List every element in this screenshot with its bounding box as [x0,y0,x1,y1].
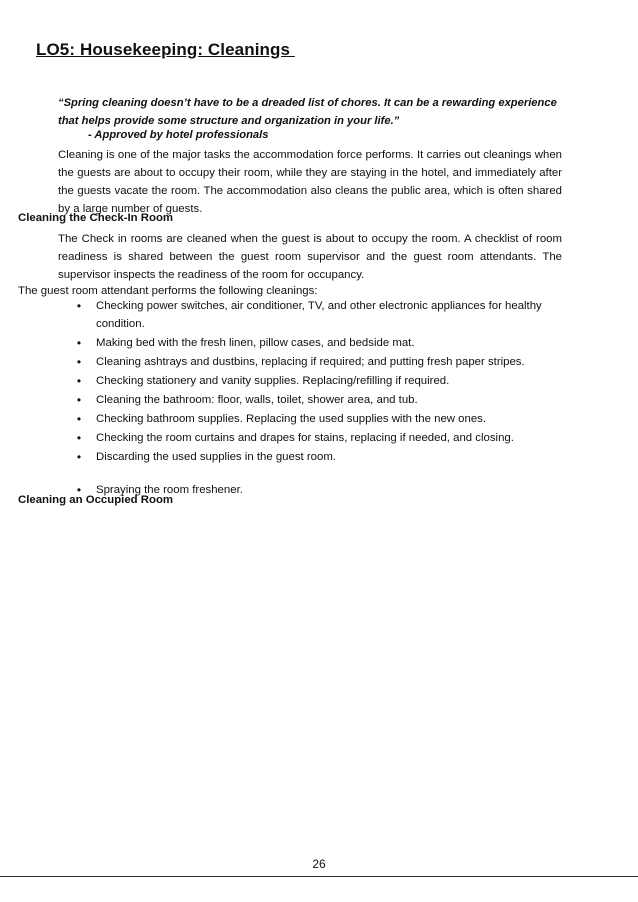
list-item-text: Checking stationery and vanity supplies. Replacing/refilling if required. [96,374,450,387]
list-item [74,373,564,391]
cleaning-task-list [74,298,564,501]
list-item-text: Checking bathroom supplies. Replacing the used supplies with the new ones. [96,412,487,425]
list-item-text: Checking the room curtains and drapes for stains, replacing if needed, and closing. [96,431,514,444]
list-item-text: Cleaning the bathroom: floor, walls, toilet, shower area, and tub. [96,393,418,406]
list-item [74,430,564,448]
list-item [74,298,564,333]
list-item [74,411,564,429]
list-item [74,392,564,410]
intro-paragraph: Cleaning is one of the major tasks the accommodation force performs. It carries out cleanings when the guests are about to occupy their room, while they are staying in the hotel, and immediately after the guests vacate the room. The accommodation also cleans the public area, which is often shared by a large number of guests. [58,149,562,215]
attendant-intro: The guest room attendant performs the following cleanings: [18,285,318,297]
page-title: LO5: Housekeeping: Cleanings [36,40,295,59]
list-item-text: Discarding the used supplies in the guest room. [96,450,336,463]
check-in-paragraph: The Check in rooms are cleaned when the guest is about to occupy the room. A checklist of room readiness is shared between the guest room supervisor and the guest room attendants. The supervisor inspects the readiness of the room for occupancy. [58,233,562,281]
bullet-icon: • [76,411,82,426]
bullet-icon: • [76,373,82,388]
section-heading-occupied-room: Cleaning an Occupied Room [18,494,174,506]
bullet-icon: • [76,483,82,497]
section-heading-check-in-room: Cleaning the Check-In Room [18,212,174,224]
list-item [74,335,564,353]
footer-divider [0,876,638,877]
bullet-icon: • [76,430,82,445]
bullet-icon: • [76,354,82,369]
quote-attribution: - Approved by hotel professionals [88,129,269,141]
bullet-icon: • [76,299,82,313]
list-item-text: Cleaning ashtrays and dustbins, replacing if required; and putting fresh paper stripes. [96,355,525,368]
bullet-icon: • [76,449,82,464]
page-number: 26 [312,857,326,871]
list-item [74,354,564,372]
list-item [74,449,564,467]
list-item-text: Checking power switches, air conditioner, TV, and other electronic appliances for healthy condition. [96,300,542,330]
list-item-text: Making bed with the fresh linen, pillow cases, and bedside mat. [96,336,415,349]
bullet-icon: • [76,335,82,350]
bullet-icon: • [76,392,82,407]
list-item-text: Spraying the room freshener. [96,484,243,496]
epigraph-quote: “Spring cleaning doesn’t have to be a dreaded list of chores. It can be a rewarding experience that helps provide some structure and organization in your life.” [58,97,557,127]
